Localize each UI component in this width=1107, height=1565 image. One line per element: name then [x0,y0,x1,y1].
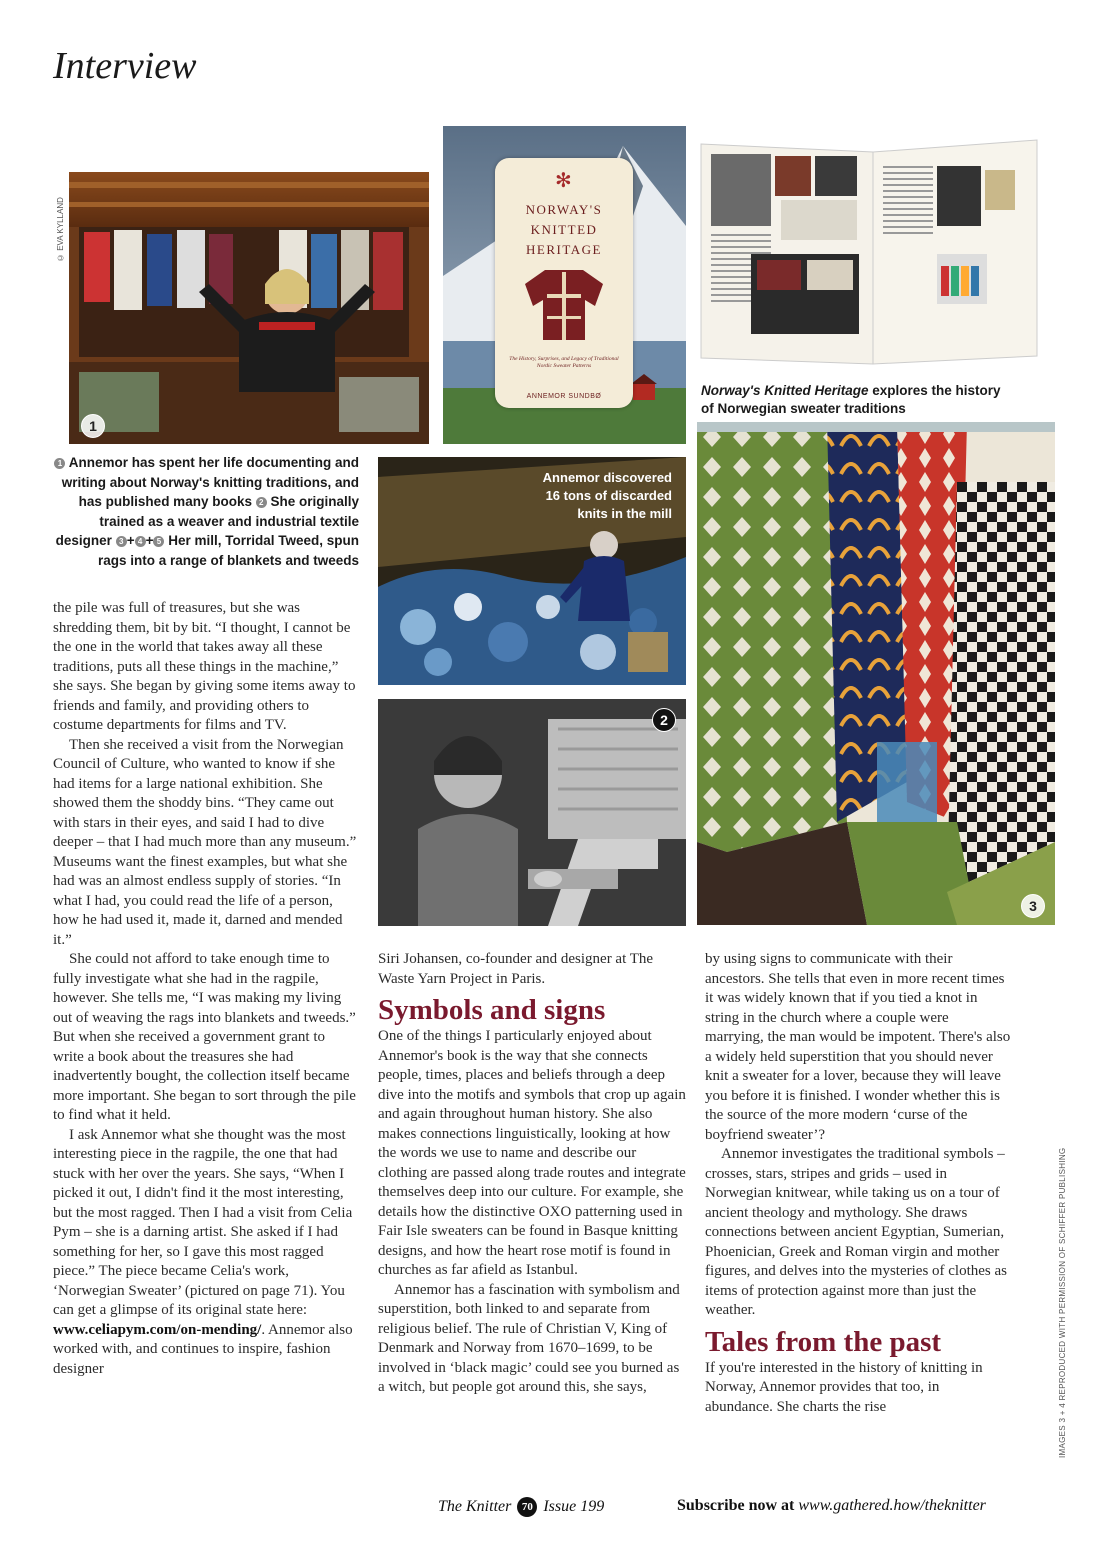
image-permission-credit: IMAGES 3 + 4 REPRODUCED WITH PERMISSION OF SCHIFFER PUBLISHING [1058,1147,1067,1458]
weaver-image [378,699,686,926]
book-cover [443,126,686,444]
paragraph: If you're interested in the history of knitting in Norway, Annemor provides that too, in abundance. She charts the rise [705,1359,983,1415]
celia-pym-link[interactable]: www.celiapym.com/on-mending/ [53,1321,262,1338]
caption-number: 4 [135,536,146,547]
annemor-sweaters-image [69,172,429,444]
book-title-line: HERITAGE [526,242,602,257]
caption-text: Annemor has spent her life documenting and writing about Norway's knitting traditions, and has published many books [61,455,359,509]
paragraph-text: . Annemor also worked with, and continues to inspire, fashion designer [53,1321,353,1377]
photo-mill-knits [378,457,686,685]
book-spread-image [697,126,1055,382]
paragraph: Then she received a visit from the Norwegian Council of Culture, who wanted to know if she had items for a large national exhibition. She showed them the shoddy bins. “They came out with stars in their eyes, and said I had to dive deeper – that I had much more than any museum.” Museums want the finest examples, but what she had was an almost endless supply of stories. “In what I had, you could read the life of a person, how he had used it, made it, darned and mended it.” [53,736,357,948]
subscribe-url[interactable]: www.gathered.how/theknitter [798,1497,986,1514]
paragraph: She could not afford to take enough time to fully investigate what she had in the ragpile, however. She tells me, “I was making my living out of weaving the rags into blankets and tweeds.” But when she received a government grant to write a book about the treasures she had inadvertently bought, the collection itself became more important. She began to sort through the pile to find what it held. [53,951,356,1123]
book-title-line: KNITTED [530,222,598,237]
mill-photo-caption: Annemor discovered 16 tons of discarded knits in the mill [542,470,672,521]
paragraph: the pile was full of treasures, but she was shredding them, bit by bit. “I thought, I cannot be the one in the world that takes away all these traditions, puts all these things in the machine,” she says. She began by giving some items away to friends and family, and providing others to costume departments for films and TV. [53,600,356,733]
caption-plus: + [126,533,135,548]
caption-text: Her mill, Torridal Tweed, spun rags into a range of blankets and tweeds [97,533,359,568]
book-author: ANNEMOR SUNDBØ [526,393,602,400]
photo-number-badge: 3 [1021,894,1045,918]
paragraph: Annemor investigates the traditional symbols – crosses, stars, stripes and grids – used in Norwegian knitwear, while taking us on a tour of ancient theology and mythology. She draws connections between ancient Egyptian, Sumerian, Phoenician, Greek and Roman virgin and mother figures, and delves into the mysteries of clothes as items of protection against more than just the weather. [705,1146,1008,1318]
photo-number-badge: 2 [652,708,676,732]
photo-caption [53,453,359,570]
photo-credit: © EVA KYLLAND [56,197,65,262]
page-number: 70 [517,1497,537,1517]
paragraph: by using signs to communicate with their ancestors. She tells that even in more recent times it was widely known that if you tied a knot in string in the church where a couple were marrying, the man would be impotent. There's also a widely held superstition that you should never knit a sweater for a lover, because they will leave you before it is finished. I wonder whether this is the source of the more modern ‘curse of the boyfriend sweater’? [705,951,1011,1143]
paragraph: One of the things I particularly enjoyed about Annemor's book is the way that she connects people, times, places and beliefs through a deep dive into the motifs and symbols that crop up again and again throughout human history. She also makes connections linguistically, looking at how the words we use to name and describe our clothing are passed along trade routes and integrate themselves deep into our culture. For example, she details how the distinctive OXO patterning used in Fair Isle sweaters can be found in Basque knitting designs, and how the heart rose motif is found in churches as far afield as Istanbul. [378,1028,686,1278]
photo-annemor-sweaters [69,172,429,444]
paragraph [53,1126,359,1380]
caption-plus: + [145,533,154,548]
paragraph: Siri Johansen, co-founder and designer at The Waste Yarn Project in Paris. [378,951,654,987]
article-column-3 [705,950,1011,1417]
photo-knitted-sweaters [697,422,1055,925]
book-cover-panel [495,158,633,408]
book-sweater-illustration [523,266,605,344]
book-title-line: NORWAY'S [525,202,603,217]
photo-book-spread [697,126,1055,382]
subheading-symbols-and-signs: Symbols and signs [378,994,606,1026]
caption-text: explores the history of Norwegian sweater traditions [701,383,1001,416]
paragraph-text: I ask Annemor what she thought was the most interesting piece in the ragpile, the one that had stuck with her over the years. She says, “When I picked it out, I didn't find it the most interesting, but the most ragged. Then I had a visit from Celia Pym – she is a darning artist. She asked if I had something for her, so I gave this most ragged piece.” The piece became Celia's work, ‘Norwegian Sweater’ (pictured on page 71). You can get a glimpse of its original state here: [53,1126,353,1318]
knitted-sweaters-image [697,422,1055,925]
paragraph: Annemor has a fascination with symbolism and superstition, both linked to and separate from religious belief. The rule of Christian V, King of Denmark and Norway from 1670–1699, to be involved in ‘black magic’ could see you burned as a witch, but people got around this, she says, [378,1281,680,1395]
book-spread-caption [701,382,1001,418]
caption-text: She originally trained as a weaver and industrial textile designer [55,494,359,548]
caption-book-title: Norway's Knitted Heritage [701,383,869,398]
caption-number: 1 [54,458,65,469]
section-title: Interview [53,45,197,87]
issue-number: Issue 199 [543,1498,605,1515]
subscribe-label: Subscribe now at [677,1497,799,1514]
subheading-tales-from-the-past: Tales from the past [705,1325,942,1358]
photo-weaver [378,699,686,926]
article-column-2 [378,950,686,1398]
book-subtitle: The History, Surprises, and Legacy of Traditional Nordic Sweater Patterns [509,356,619,369]
caption-number: 3 [116,536,127,547]
magazine-name: The Knitter [438,1498,512,1515]
footer-subscribe [677,1497,986,1515]
footer-magazine-info [438,1497,604,1517]
photo-number-badge: 1 [81,414,105,438]
book-motif-icon: ✻ [555,168,572,192]
article-column-1 [53,599,359,1379]
caption-number: 5 [153,536,164,547]
caption-number: 2 [256,497,267,508]
